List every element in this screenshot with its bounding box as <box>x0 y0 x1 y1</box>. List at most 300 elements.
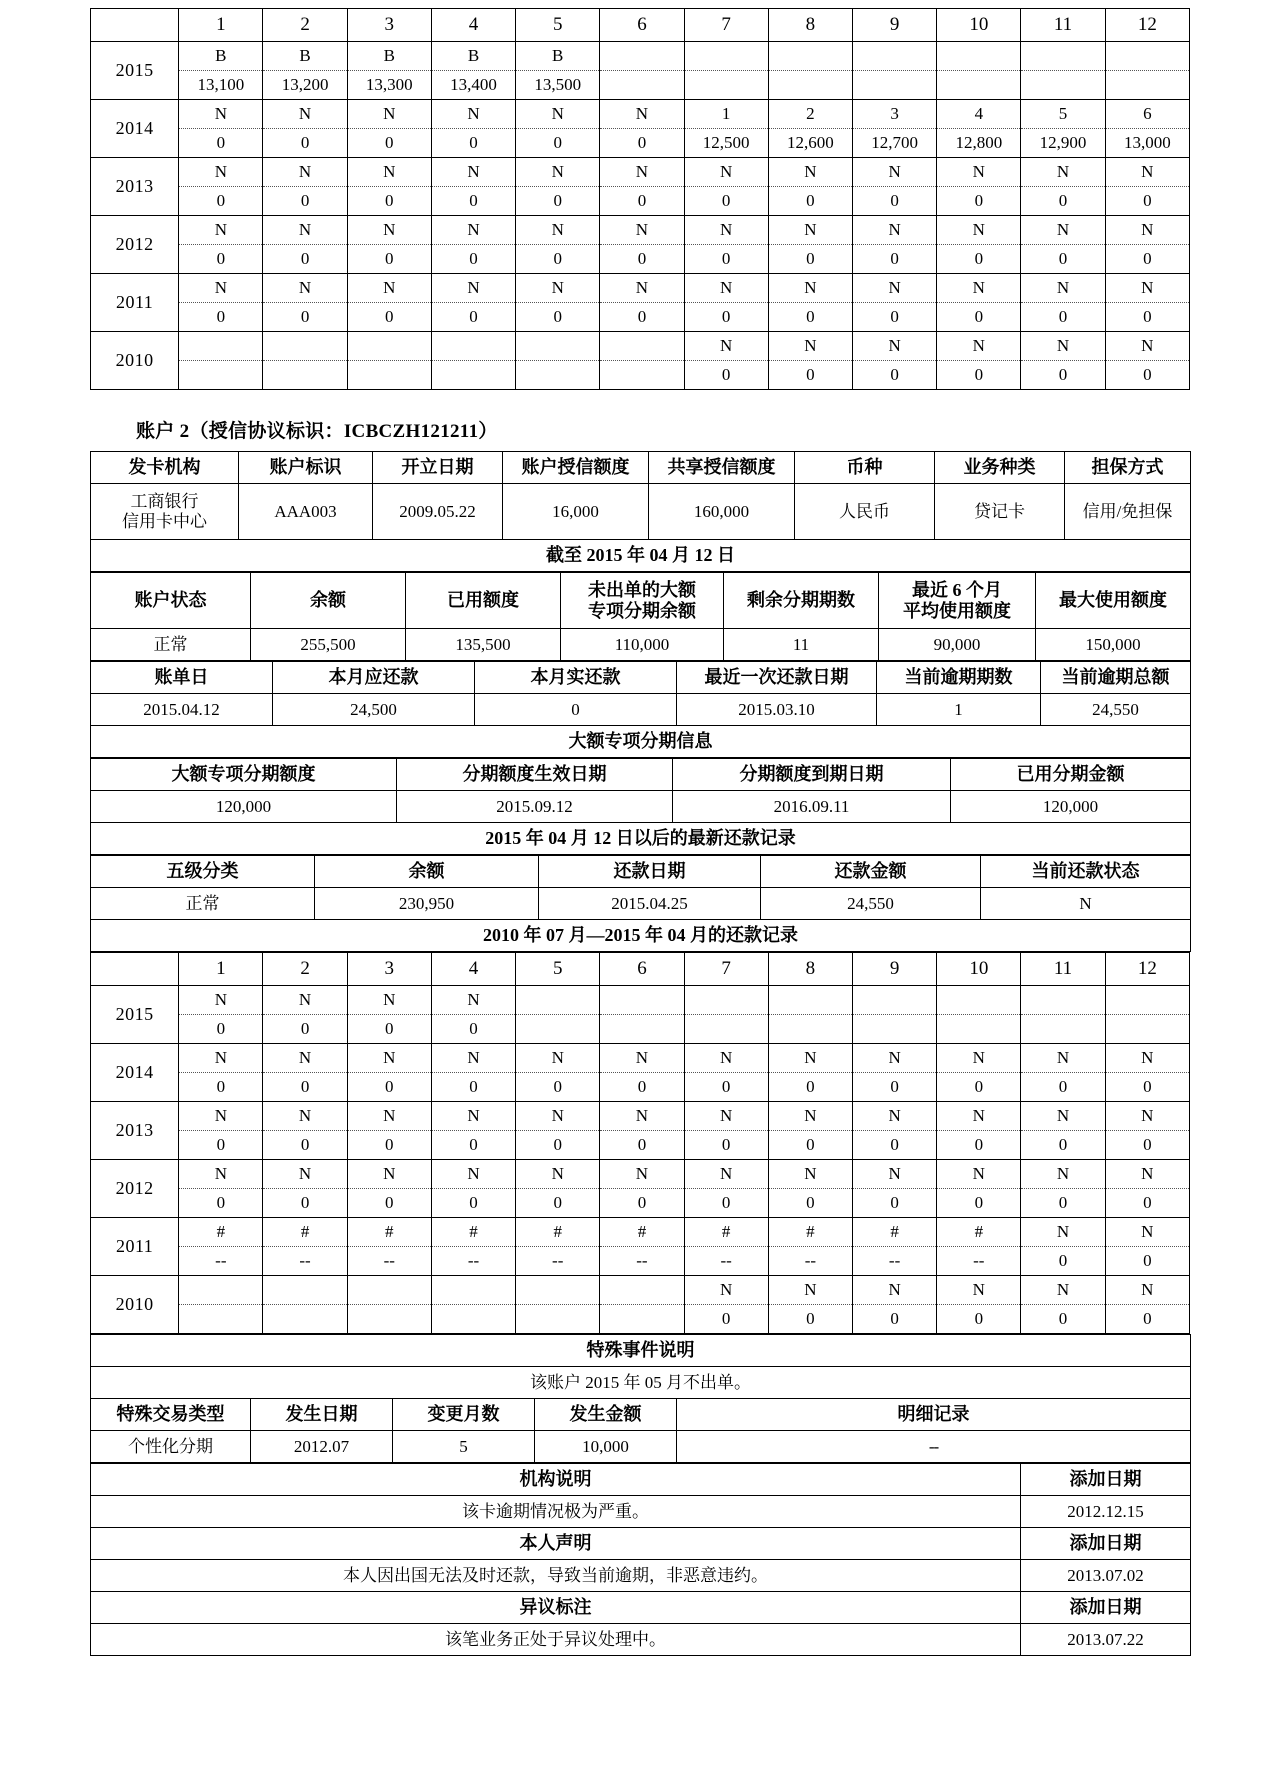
th-credit-limit: 账户授信额度 <box>503 452 649 484</box>
history-status-cell: # <box>431 1218 515 1247</box>
history-amount-cell <box>516 1015 600 1044</box>
history-month-header: 1 <box>179 9 263 42</box>
dispute-text: 该笔业务正处于异议处理中。 <box>91 1624 1021 1656</box>
history-amount-cell: 0 <box>347 129 431 158</box>
history-amount-cell: -- <box>516 1247 600 1276</box>
history-status-cell: N <box>1105 1276 1189 1305</box>
history-status-cell <box>179 332 263 361</box>
history-amount-cell: 0 <box>179 1189 263 1218</box>
th-five-category: 五级分类 <box>91 856 315 888</box>
history-amount-cell: -- <box>179 1247 263 1276</box>
history-amount-cell: -- <box>263 1247 347 1276</box>
history-amount-cell: 0 <box>1105 1305 1189 1334</box>
history-amount-cell: 0 <box>179 1015 263 1044</box>
history-status-cell: N <box>600 1102 684 1131</box>
history-amount-cell: 0 <box>600 1073 684 1102</box>
history-amount-cell: 12,900 <box>1021 129 1105 158</box>
history-status-cell <box>768 42 852 71</box>
history-status-row <box>91 274 1190 303</box>
history-status-cell: N <box>1021 216 1105 245</box>
history-month-header: 8 <box>768 9 852 42</box>
org-statement-text: 该卡逾期情况极为严重。 <box>91 1496 1021 1528</box>
history-amount-row <box>91 361 1190 390</box>
history-amount-cell <box>852 71 936 100</box>
history-amount-cell: 0 <box>937 1305 1021 1334</box>
history-status-cell: N <box>600 1044 684 1073</box>
history-month-header: 7 <box>684 953 768 986</box>
history-status-cell: N <box>516 274 600 303</box>
history-year-label: 2014 <box>91 1044 179 1102</box>
history-status-cell <box>852 42 936 71</box>
history-amount-cell: 0 <box>431 1131 515 1160</box>
dispute-label: 异议标注 <box>91 1592 1021 1624</box>
history-status-cell: N <box>1021 274 1105 303</box>
history-month-header: 9 <box>852 9 936 42</box>
history-amount-row <box>91 1015 1190 1044</box>
org-statement-date-label: 添加日期 <box>1021 1464 1191 1496</box>
history-amount-cell <box>684 1015 768 1044</box>
history-status-row <box>91 986 1190 1015</box>
history-status-row <box>91 332 1190 361</box>
payment-history-table-top <box>90 8 1190 390</box>
history-amount-cell: 0 <box>852 361 936 390</box>
history-status-cell: N <box>516 1044 600 1073</box>
td-months-changed: 5 <box>393 1431 535 1463</box>
history-amount-cell: -- <box>600 1247 684 1276</box>
history-amount-cell <box>852 1015 936 1044</box>
history-status-cell: N <box>516 1160 600 1189</box>
history-status-cell <box>937 42 1021 71</box>
history-status-cell: N <box>768 1276 852 1305</box>
history-amount-cell <box>263 1305 347 1334</box>
th-avg6-line-1: 最近 6 个月 <box>912 579 1002 600</box>
history-amount-cell: 0 <box>1021 303 1105 332</box>
td-guarantee-type: 信用/免担保 <box>1065 484 1191 540</box>
history-status-cell <box>684 986 768 1015</box>
th-due-this-month: 本月应还款 <box>273 662 475 694</box>
history-status-cell: B <box>431 42 515 71</box>
history-status-cell <box>179 1276 263 1305</box>
self-statement-date: 2013.07.02 <box>1021 1560 1191 1592</box>
history-status-cell: N <box>852 274 936 303</box>
td-due-this-month: 24,500 <box>273 694 475 726</box>
td-max-usage: 150,000 <box>1036 629 1191 661</box>
history-status-cell: N <box>347 1102 431 1131</box>
history-amount-row <box>91 1189 1190 1218</box>
history-amount-cell: 0 <box>347 303 431 332</box>
history-year-label: 2012 <box>91 1160 179 1218</box>
history-amount-cell <box>516 361 600 390</box>
history-amount-cell: 12,800 <box>937 129 1021 158</box>
history-status-cell: N <box>852 1044 936 1073</box>
history-status-cell: N <box>1021 1218 1105 1247</box>
history-month-header: 5 <box>516 953 600 986</box>
td-avg6month-usage: 90,000 <box>879 629 1036 661</box>
history-amount-cell: 0 <box>1021 1247 1105 1276</box>
history-amount-cell: 0 <box>684 187 768 216</box>
history-status-cell: N <box>347 986 431 1015</box>
th-guarantee-type: 担保方式 <box>1065 452 1191 484</box>
history-status-cell: N <box>684 1276 768 1305</box>
history-amount-cell <box>937 1015 1021 1044</box>
history-status-cell: N <box>600 100 684 129</box>
history-status-cell: # <box>179 1218 263 1247</box>
history-amount-cell: 0 <box>347 1073 431 1102</box>
td-installment-used-amount: 120,000 <box>951 791 1191 823</box>
history-amount-cell <box>1021 71 1105 100</box>
history-amount-cell: 0 <box>347 187 431 216</box>
history-status-cell: N <box>852 1276 936 1305</box>
history-amount-cell: 0 <box>600 187 684 216</box>
history-status-cell: N <box>1021 332 1105 361</box>
history-amount-cell: 0 <box>937 361 1021 390</box>
history-status-cell: B <box>179 42 263 71</box>
history-amount-cell: 0 <box>1105 303 1189 332</box>
history-month-header: 3 <box>347 9 431 42</box>
history-month-header: 4 <box>431 953 515 986</box>
history-status-cell: N <box>852 158 936 187</box>
th-business-type: 业务种类 <box>935 452 1065 484</box>
history-status-cell: N <box>263 986 347 1015</box>
history-amount-cell: -- <box>852 1247 936 1276</box>
td-business-type: 贷记卡 <box>935 484 1065 540</box>
history-amount-cell: -- <box>937 1247 1021 1276</box>
history-amount-cell: 0 <box>347 1131 431 1160</box>
history-status-cell: N <box>431 100 515 129</box>
history-amount-cell <box>347 361 431 390</box>
th-last-repay-date: 最近一次还款日期 <box>677 662 877 694</box>
history-status-cell: N <box>431 274 515 303</box>
history-status-cell: N <box>1105 1218 1189 1247</box>
history-status-cell: N <box>347 274 431 303</box>
history-status-cell: N <box>937 1044 1021 1073</box>
history-amount-cell: 0 <box>1021 187 1105 216</box>
td-account-id: AAA003 <box>239 484 373 540</box>
history-status-cell: N <box>600 1160 684 1189</box>
td-detail-record: -- <box>677 1431 1191 1463</box>
history-amount-cell <box>179 361 263 390</box>
history-amount-cell: 0 <box>516 245 600 274</box>
history-amount-cell: 0 <box>347 245 431 274</box>
history-month-header: 5 <box>516 9 600 42</box>
history-status-cell: N <box>937 332 1021 361</box>
history-status-cell: N <box>516 216 600 245</box>
history-status-cell <box>516 986 600 1015</box>
history-month-header: 11 <box>1021 953 1105 986</box>
history-status-row <box>91 1102 1190 1131</box>
org-statement-date: 2012.12.15 <box>1021 1496 1191 1528</box>
history-status-cell: 6 <box>1105 100 1189 129</box>
history-status-cell: N <box>684 332 768 361</box>
history-status-cell: N <box>263 1160 347 1189</box>
history-amount-cell: 13,400 <box>431 71 515 100</box>
th-current-repay-status: 当前还款状态 <box>981 856 1191 888</box>
history-year-label: 2015 <box>91 986 179 1044</box>
td-issuer <box>91 484 239 540</box>
history-status-cell: N <box>431 1044 515 1073</box>
history-status-cell: N <box>1105 1102 1189 1131</box>
history-amount-cell: 0 <box>1021 1073 1105 1102</box>
issuer-line-2: 信用卡中心 <box>122 511 207 531</box>
td-remaining-installments: 11 <box>724 629 879 661</box>
history-status-cell: N <box>431 986 515 1015</box>
history-month-header: 10 <box>937 953 1021 986</box>
history-status-cell <box>516 332 600 361</box>
history-status-cell: N <box>179 986 263 1015</box>
history-status-cell: # <box>937 1218 1021 1247</box>
history-status-row <box>91 158 1190 187</box>
history-amount-cell: 0 <box>179 245 263 274</box>
th-repay-date: 还款日期 <box>539 856 761 888</box>
history-status-cell: N <box>347 1044 431 1073</box>
history-status-cell: N <box>768 1044 852 1073</box>
th-bill-date: 账单日 <box>91 662 273 694</box>
history-status-cell <box>600 986 684 1015</box>
td-special-txn-type: 个性化分期 <box>91 1431 251 1463</box>
history-amount-cell: 0 <box>937 1189 1021 1218</box>
history-year-label: 2013 <box>91 158 179 216</box>
self-statement-date-label: 添加日期 <box>1021 1528 1191 1560</box>
th-account-id: 账户标识 <box>239 452 373 484</box>
history-amount-cell: 0 <box>937 187 1021 216</box>
history-amount-cell: 0 <box>768 1073 852 1102</box>
account2-latest-repayment-table <box>90 855 1191 952</box>
history-amount-cell <box>1105 71 1189 100</box>
history-amount-cell: 0 <box>684 1189 768 1218</box>
history-amount-cell: 0 <box>179 1131 263 1160</box>
history-month-header: 10 <box>937 9 1021 42</box>
history-amount-cell: 0 <box>263 1015 347 1044</box>
history-status-cell: N <box>1105 1160 1189 1189</box>
history-corner-cell <box>91 9 179 42</box>
history-amount-row <box>91 1247 1190 1276</box>
history-amount-row <box>91 71 1190 100</box>
history-year-label: 2011 <box>91 274 179 332</box>
account2-installment-table <box>90 758 1191 855</box>
history-month-header: 12 <box>1105 953 1189 986</box>
th-installment-used-amount: 已用分期金额 <box>951 759 1191 791</box>
history-amount-cell: 0 <box>1105 1131 1189 1160</box>
history-amount-cell <box>263 361 347 390</box>
history-amount-cell <box>1021 1015 1105 1044</box>
history-year-label: 2015 <box>91 42 179 100</box>
history-status-cell: N <box>1105 158 1189 187</box>
self-statement-text: 本人因出国无法及时还款，导致当前逾期，非恶意违约。 <box>91 1560 1021 1592</box>
history-amount-cell: 0 <box>768 245 852 274</box>
history-amount-cell: 0 <box>852 187 936 216</box>
th-repay-amount: 还款金额 <box>761 856 981 888</box>
as-of-band: 截至 2015 年 04 月 12 日 <box>91 540 1191 572</box>
td-last-repay-date: 2015.03.10 <box>677 694 877 726</box>
history-year-label: 2010 <box>91 1276 179 1334</box>
td-paid-this-month: 0 <box>475 694 677 726</box>
history-status-cell <box>937 986 1021 1015</box>
history-amount-cell: 0 <box>1021 361 1105 390</box>
dispute-date: 2013.07.22 <box>1021 1624 1191 1656</box>
history-status-cell: B <box>263 42 347 71</box>
history-amount-cell: 0 <box>852 303 936 332</box>
history-status-cell: 1 <box>684 100 768 129</box>
history-amount-cell: 0 <box>1105 245 1189 274</box>
history-status-cell <box>516 1276 600 1305</box>
history-status-cell: N <box>179 1160 263 1189</box>
history-status-cell: N <box>347 216 431 245</box>
history-amount-cell: 0 <box>263 303 347 332</box>
td-used-limit: 135,500 <box>406 629 561 661</box>
history-amount-cell: 13,200 <box>263 71 347 100</box>
history-status-cell: N <box>179 158 263 187</box>
history-month-header: 8 <box>768 953 852 986</box>
history-status-cell: N <box>684 274 768 303</box>
history-status-cell: # <box>263 1218 347 1247</box>
history-status-cell: N <box>263 274 347 303</box>
th-paid-this-month: 本月实还款 <box>475 662 677 694</box>
history-status-cell: N <box>852 1102 936 1131</box>
history-status-cell: N <box>263 216 347 245</box>
history-status-cell: N <box>684 216 768 245</box>
history-amount-cell: 0 <box>768 187 852 216</box>
history-status-cell <box>1021 986 1105 1015</box>
history-status-cell: 3 <box>852 100 936 129</box>
history-amount-cell: 0 <box>179 129 263 158</box>
history-status-cell <box>768 986 852 1015</box>
history-status-cell: N <box>263 158 347 187</box>
history-status-cell: N <box>516 158 600 187</box>
history-amount-cell: 0 <box>431 1189 515 1218</box>
history-amount-cell: 0 <box>937 303 1021 332</box>
history-status-cell <box>600 1276 684 1305</box>
history-amount-cell: 0 <box>852 1305 936 1334</box>
history-status-cell: 2 <box>768 100 852 129</box>
history-amount-cell: 0 <box>1021 245 1105 274</box>
history-status-cell: B <box>347 42 431 71</box>
history-status-cell: N <box>768 1160 852 1189</box>
th-detail-record: 明细记录 <box>677 1399 1191 1431</box>
account2-notes-table <box>90 1463 1191 1656</box>
history-amount-cell: 12,500 <box>684 129 768 158</box>
history-status-row <box>91 42 1190 71</box>
history-amount-cell: 0 <box>684 361 768 390</box>
history-amount-cell: 0 <box>431 129 515 158</box>
history-amount-cell: 0 <box>263 187 347 216</box>
history-status-cell: N <box>263 100 347 129</box>
history-month-header: 12 <box>1105 9 1189 42</box>
history-status-cell: # <box>768 1218 852 1247</box>
history-status-cell: N <box>431 1160 515 1189</box>
special-events-note: 该账户 2015 年 05 月不出单。 <box>91 1367 1191 1399</box>
th-installment-limit: 大额专项分期额度 <box>91 759 397 791</box>
history-year-label: 2013 <box>91 1102 179 1160</box>
history-month-header: 7 <box>684 9 768 42</box>
history-amount-cell <box>937 71 1021 100</box>
account2-heading: 账户 2（授信协议标识：ICBCZH121211） <box>136 421 498 442</box>
history-amount-cell: 0 <box>768 303 852 332</box>
td-bill-date: 2015.04.12 <box>91 694 273 726</box>
history-amount-cell: 12,600 <box>768 129 852 158</box>
account2-basic-table <box>90 451 1191 572</box>
history-amount-cell: 0 <box>1021 1189 1105 1218</box>
history-status-cell: N <box>768 158 852 187</box>
history-amount-cell: 13,500 <box>516 71 600 100</box>
self-statement-label: 本人声明 <box>91 1528 1021 1560</box>
history-amount-cell: 0 <box>600 245 684 274</box>
history-amount-cell <box>600 1305 684 1334</box>
history-amount-cell: 13,000 <box>1105 129 1189 158</box>
installment-info-band: 大额专项分期信息 <box>91 726 1191 758</box>
history-amount-cell: 12,700 <box>852 129 936 158</box>
history-status-cell: # <box>684 1218 768 1247</box>
history-status-cell: N <box>347 1160 431 1189</box>
history-status-cell: 4 <box>937 100 1021 129</box>
history-amount-cell <box>431 1305 515 1334</box>
history-amount-cell: -- <box>431 1247 515 1276</box>
history-status-cell: N <box>431 1102 515 1131</box>
history-amount-cell: 0 <box>852 245 936 274</box>
history-status-cell: N <box>516 1102 600 1131</box>
td-occur-amount: 10,000 <box>535 1431 677 1463</box>
history-status-cell: N <box>1105 274 1189 303</box>
history-status-cell: N <box>937 1160 1021 1189</box>
th-overdue-periods: 当前逾期期数 <box>877 662 1041 694</box>
history-amount-row <box>91 303 1190 332</box>
history-header-row <box>91 953 1190 986</box>
history-amount-cell: 0 <box>179 303 263 332</box>
history-amount-cell <box>179 1305 263 1334</box>
history-status-cell <box>1021 42 1105 71</box>
th-currency: 币种 <box>795 452 935 484</box>
history-amount-cell: 0 <box>1021 1305 1105 1334</box>
history-amount-cell: 0 <box>600 1189 684 1218</box>
history-amount-cell: 0 <box>263 1073 347 1102</box>
td-credit-limit: 16,000 <box>503 484 649 540</box>
history-amount-cell <box>431 361 515 390</box>
td-balance: 255,500 <box>251 629 406 661</box>
history-status-row <box>91 216 1190 245</box>
history-amount-cell: 0 <box>684 1131 768 1160</box>
th-issuer: 发卡机构 <box>91 452 239 484</box>
history-amount-cell: 0 <box>600 1131 684 1160</box>
td-repay-balance: 230,950 <box>315 888 539 920</box>
history-amount-cell: 13,100 <box>179 71 263 100</box>
history-amount-cell: 0 <box>516 1073 600 1102</box>
th-unbilled-installment-balance <box>561 573 724 629</box>
history-status-cell: N <box>600 274 684 303</box>
history-status-row <box>91 100 1190 129</box>
history-month-header: 11 <box>1021 9 1105 42</box>
history-amount-cell: 0 <box>937 245 1021 274</box>
history-status-cell: N <box>179 216 263 245</box>
history-year-label: 2014 <box>91 100 179 158</box>
latest-repayment-band: 2015 年 04 月 12 日以后的最新还款记录 <box>91 823 1191 855</box>
history-status-cell: N <box>1021 1276 1105 1305</box>
td-installment-limit: 120,000 <box>91 791 397 823</box>
history-status-cell: N <box>768 216 852 245</box>
td-current-repay-status: N <box>981 888 1191 920</box>
history-status-cell: N <box>768 274 852 303</box>
history-status-cell: N <box>1021 1102 1105 1131</box>
history-status-cell: N <box>768 332 852 361</box>
history-status-cell: N <box>1021 1044 1105 1073</box>
history-amount-cell: 0 <box>852 1131 936 1160</box>
history-amount-cell: 0 <box>852 1073 936 1102</box>
history-status-cell: B <box>516 42 600 71</box>
th-unbilled-line-2: 专项分期余额 <box>588 600 696 621</box>
td-open-date: 2009.05.22 <box>373 484 503 540</box>
history-status-cell: N <box>179 100 263 129</box>
history-status-cell: N <box>600 216 684 245</box>
history-amount-cell: 0 <box>431 245 515 274</box>
history-amount-cell: 0 <box>516 1189 600 1218</box>
